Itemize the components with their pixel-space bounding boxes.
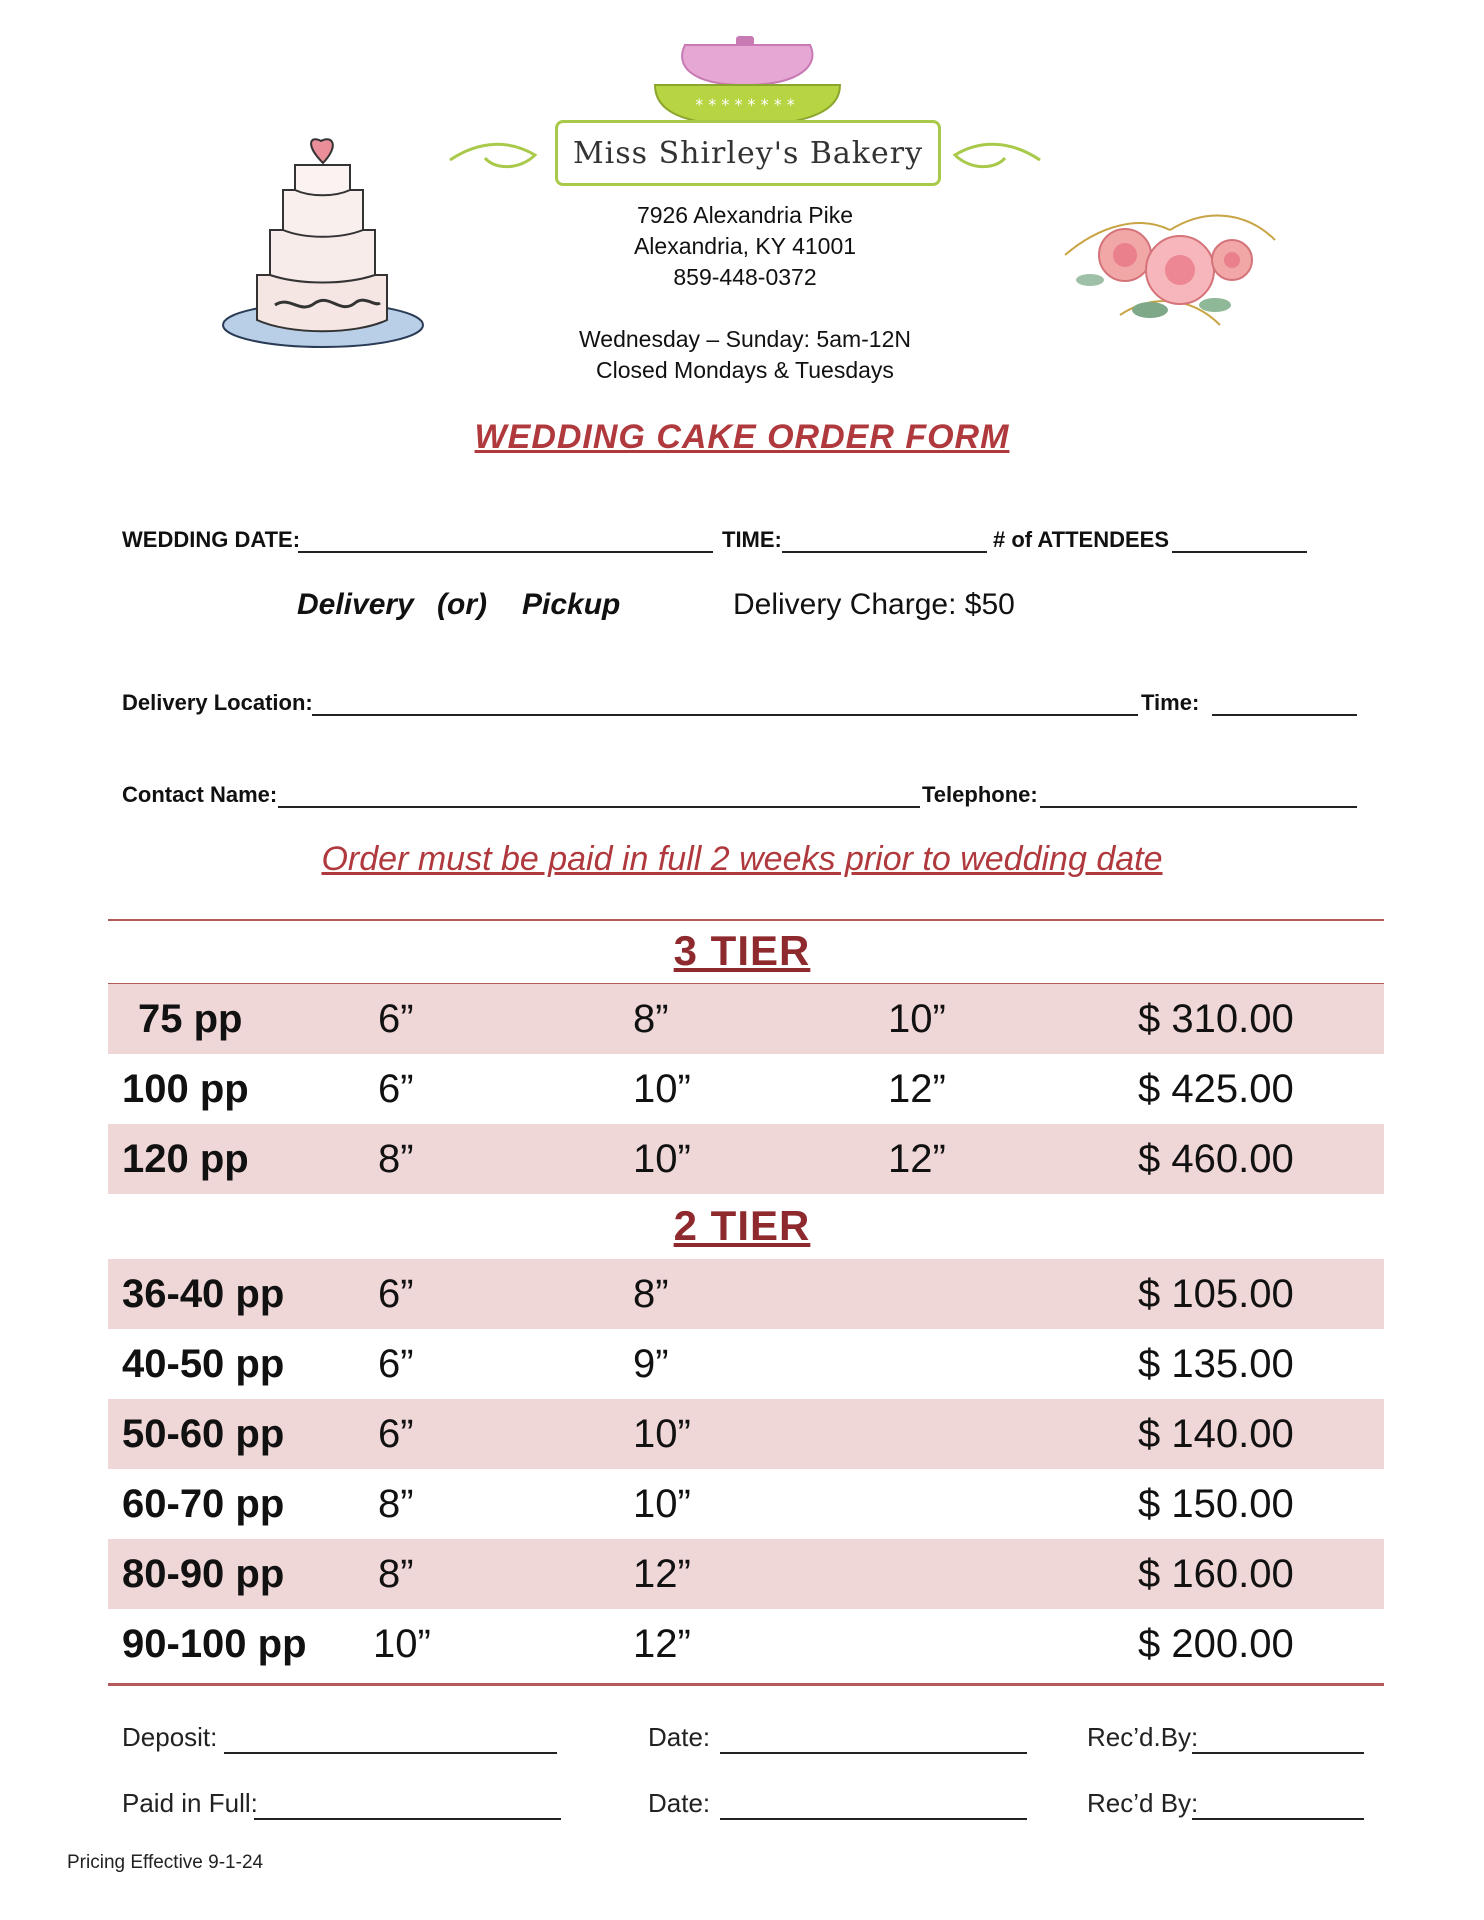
form-title: WEDDING CAKE ORDER FORM <box>474 418 1010 456</box>
servings: 36-40 pp <box>122 1272 285 1316</box>
price: $ 135.00 <box>1138 1342 1294 1386</box>
bakery-name: Miss Shirley's Bakery <box>555 120 941 186</box>
price: $ 150.00 <box>1138 1482 1294 1526</box>
recd-by-field-1[interactable] <box>1192 1752 1364 1754</box>
servings: 120 pp <box>122 1137 249 1181</box>
date-label-2: Date: <box>648 1788 711 1818</box>
pickup-option[interactable]: Pickup <box>522 588 621 621</box>
section-divider-top <box>108 919 1384 921</box>
tier-size: 12” <box>633 1622 691 1666</box>
wedding-date-field[interactable] <box>298 551 713 553</box>
tier-size: 10” <box>633 1482 691 1526</box>
telephone-field[interactable] <box>1040 806 1357 808</box>
address-line-1: 7926 Alexandria Pike <box>636 202 854 228</box>
servings: 40-50 pp <box>122 1342 285 1386</box>
delivery-location-label: Delivery Location: <box>122 690 313 715</box>
time-field[interactable] <box>782 551 987 553</box>
paid-full-field[interactable] <box>254 1818 561 1820</box>
tier-size: 12” <box>633 1552 691 1596</box>
hours-line-1: Wednesday – Sunday: 5am-12N <box>579 326 911 352</box>
table-row <box>108 1124 1384 1194</box>
tier-size: 8” <box>378 1482 414 1526</box>
price: $ 140.00 <box>1138 1412 1294 1456</box>
tier-size: 9” <box>633 1342 669 1386</box>
tier-size: 10” <box>633 1137 691 1181</box>
contact-name-field[interactable] <box>278 806 920 808</box>
delivery-time-label: Time: <box>1141 690 1200 715</box>
tier-size: 8” <box>378 1137 414 1181</box>
servings: 90-100 pp <box>122 1622 307 1666</box>
tier-size: 10” <box>373 1622 431 1666</box>
servings: 50-60 pp <box>122 1412 285 1456</box>
section-divider-bottom <box>108 1683 1384 1686</box>
svg-text:* * * * * * * *: * * * * * * * * <box>695 95 795 114</box>
deposit-field[interactable] <box>224 1752 557 1754</box>
bakery-logo <box>440 30 1050 190</box>
table-row <box>108 1539 1384 1609</box>
tier-size: 10” <box>633 1067 691 1111</box>
tier-size: 8” <box>633 997 669 1041</box>
servings: 60-70 pp <box>122 1482 285 1526</box>
time-label: TIME: <box>722 527 782 552</box>
tier-size: 6” <box>378 1342 414 1386</box>
recd-by-label-2: Rec’d By: <box>1087 1788 1199 1818</box>
delivery-time-field[interactable] <box>1212 714 1357 716</box>
attendees-field[interactable] <box>1172 551 1307 553</box>
tier-size: 6” <box>378 1067 414 1111</box>
tier-size: 10” <box>888 997 946 1041</box>
wedding-date-label: WEDDING DATE: <box>122 527 301 552</box>
tier-size: 8” <box>633 1272 669 1316</box>
date-field-2[interactable] <box>720 1818 1027 1820</box>
table-row <box>108 1609 1384 1679</box>
tier-size: 6” <box>378 1412 414 1456</box>
date-field-1[interactable] <box>720 1752 1027 1754</box>
price: $ 425.00 <box>1138 1067 1294 1111</box>
address-block <box>480 200 1010 386</box>
tier-size: 12” <box>888 1137 946 1181</box>
tier-size: 8” <box>378 1552 414 1596</box>
pricing-effective: Pricing Effective 9-1-24 <box>67 1852 264 1873</box>
table-row <box>108 984 1384 1054</box>
address-line-2: Alexandria, KY 41001 <box>633 233 857 259</box>
table-row <box>108 1399 1384 1469</box>
recd-by-label-1: Rec’d.By: <box>1087 1722 1199 1752</box>
payment-notice: Order must be paid in full 2 weeks prior to wedding date <box>321 840 1163 878</box>
contact-name-label: Contact Name: <box>122 782 278 807</box>
two-tier-heading: 2 TIER <box>673 1202 811 1249</box>
roses-icon <box>1050 185 1285 350</box>
hours-line-2: Closed Mondays & Tuesdays <box>596 357 894 383</box>
price: $ 105.00 <box>1138 1272 1294 1316</box>
delivery-option[interactable]: Delivery <box>297 588 414 621</box>
recd-by-field-2[interactable] <box>1192 1818 1364 1820</box>
tier-size: 6” <box>378 997 414 1041</box>
tier-size: 10” <box>633 1412 691 1456</box>
servings: 75 pp <box>138 997 243 1041</box>
tier-size: 6” <box>378 1272 414 1316</box>
table-row <box>108 1054 1384 1124</box>
three-tier-heading: 3 TIER <box>673 927 811 974</box>
paid-full-label: Paid in Full: <box>122 1788 258 1818</box>
phone-number: 859-448-0372 <box>673 264 817 290</box>
telephone-label: Telephone: <box>922 782 1038 807</box>
price: $ 200.00 <box>1138 1622 1294 1666</box>
price: $ 160.00 <box>1138 1552 1294 1596</box>
price: $ 460.00 <box>1138 1137 1294 1181</box>
tier-size: 12” <box>888 1067 946 1111</box>
delivery-charge: Delivery Charge: $50 <box>733 588 1015 621</box>
date-label-1: Date: <box>648 1722 711 1752</box>
deposit-label: Deposit: <box>122 1722 218 1752</box>
table-row <box>108 1259 1384 1329</box>
price: $ 310.00 <box>1138 997 1294 1041</box>
attendees-label: # of ATTENDEES <box>993 527 1170 552</box>
servings: 80-90 pp <box>122 1552 285 1596</box>
delivery-location-field[interactable] <box>312 714 1138 716</box>
table-row <box>108 1469 1384 1539</box>
wedding-cake-icon <box>215 135 430 365</box>
table-row <box>108 1329 1384 1399</box>
servings: 100 pp <box>122 1067 249 1111</box>
or-text: (or) <box>437 588 487 621</box>
